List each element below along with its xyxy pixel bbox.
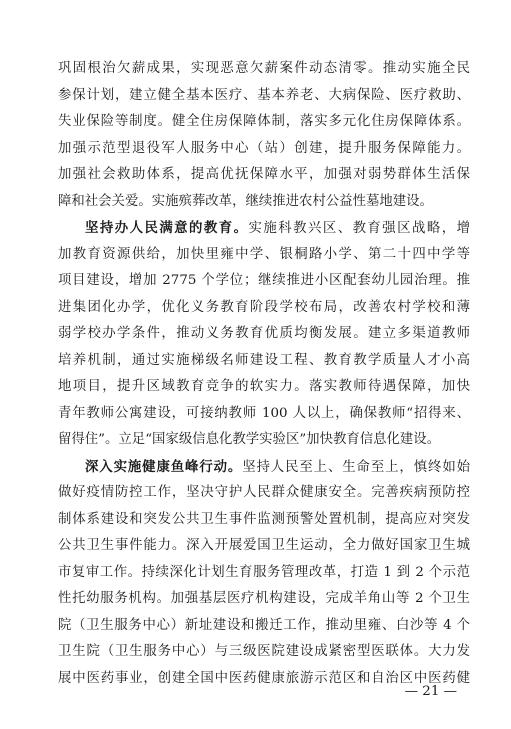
text-line: 参保计划，建立健全基本医疗、基本养老、大病保险、医疗救助、 xyxy=(58,87,470,103)
text-line: 青年教师公寓建设，可接纳教师 100 人以上，确保教师“招得来、 xyxy=(58,405,470,421)
text-line: 展中医药事业，创建全国中医药健康旅游示范区和自治区中医药健 xyxy=(58,670,470,686)
section-heading-education: 坚持办人民满意的教育。 xyxy=(85,220,249,236)
text-line: 性托幼服务机构。加强基层医疗机构建设，完成羊角山等 2 个卫生 xyxy=(58,591,470,606)
text-line: 做好疫情防控工作，坚决守护人民群众健康安全。完善疾病预防控 xyxy=(58,485,470,500)
body-text xyxy=(58,56,470,692)
text-line: 院（卫生服务中心）新址建设和搬迁工作，推动里雍、白沙等 4 个 xyxy=(58,617,470,633)
text-line: 巩固根治欠薪成果，实现恶意欠薪案件动态清零。推动实施全民 xyxy=(58,61,470,76)
text-line: 进集团化办学，优化义务教育阶段学校布局，改善农村学校和薄 xyxy=(58,299,470,315)
text-line: 加教育资源供给，加快里雍中学、银桐路小学、第二十四中学等 xyxy=(58,246,470,262)
section-heading-health: 深入实施健康鱼峰行动。 xyxy=(85,458,243,475)
text-line: 加强示范型退役军人服务中心（站）创建，提升服务保障能力。 xyxy=(58,140,470,156)
text-line: 留得住”。立足“国家级信息化教学实验区”加快教育信息化建设。 xyxy=(58,432,441,447)
text-line: 公共卫生事件能力。深入开展爱国卫生运动，全力做好国家卫生城 xyxy=(58,538,470,553)
page-number: — 21 — xyxy=(404,684,457,699)
text-line: 制体系建设和突发公共卫生事件监测预警处置机制，提高应对突发 xyxy=(58,511,470,527)
text-line: 地项目，提升区域教育竞争的软实力。落实教师待遇保障，加快 xyxy=(58,379,470,394)
text-line: 市复审工作。持续深化计划生育服务管理改革，打造 1 到 2 个示范 xyxy=(58,564,470,580)
section-heading-line: 坚持办人民满意的教育。实施科教兴区、教育强区战略，增 xyxy=(85,220,470,236)
text-line: 失业保险等制度。健全住房保障体制，落实多元化住房保障体系。 xyxy=(58,114,470,129)
text-line: 弱学校办学条件，推动义务教育优质均衡发展。建立多渠道教师 xyxy=(58,326,470,341)
section-heading-line: 深入实施健康鱼峰行动。坚持人民至上、生命至上，慎终如始 xyxy=(85,458,470,475)
text-line: 障和社会关爱。实施殡葬改革，继续推进农村公益性墓地建设。 xyxy=(58,193,433,209)
text-line: 培养机制，通过实施梯级名师建设工程、教育教学质量人才小高 xyxy=(58,352,470,368)
text-line: 卫生院（卫生服务中心）与三级医院建设成紧密型医联体。大力发 xyxy=(58,644,470,659)
text-line: 项目建设，增加 2775 个学位；继续推进小区配套幼儿园治理。推 xyxy=(58,273,470,288)
text-line: 加强社会救助体系，提高优抚保障水平，加强对弱势群体生活保 xyxy=(58,167,470,182)
